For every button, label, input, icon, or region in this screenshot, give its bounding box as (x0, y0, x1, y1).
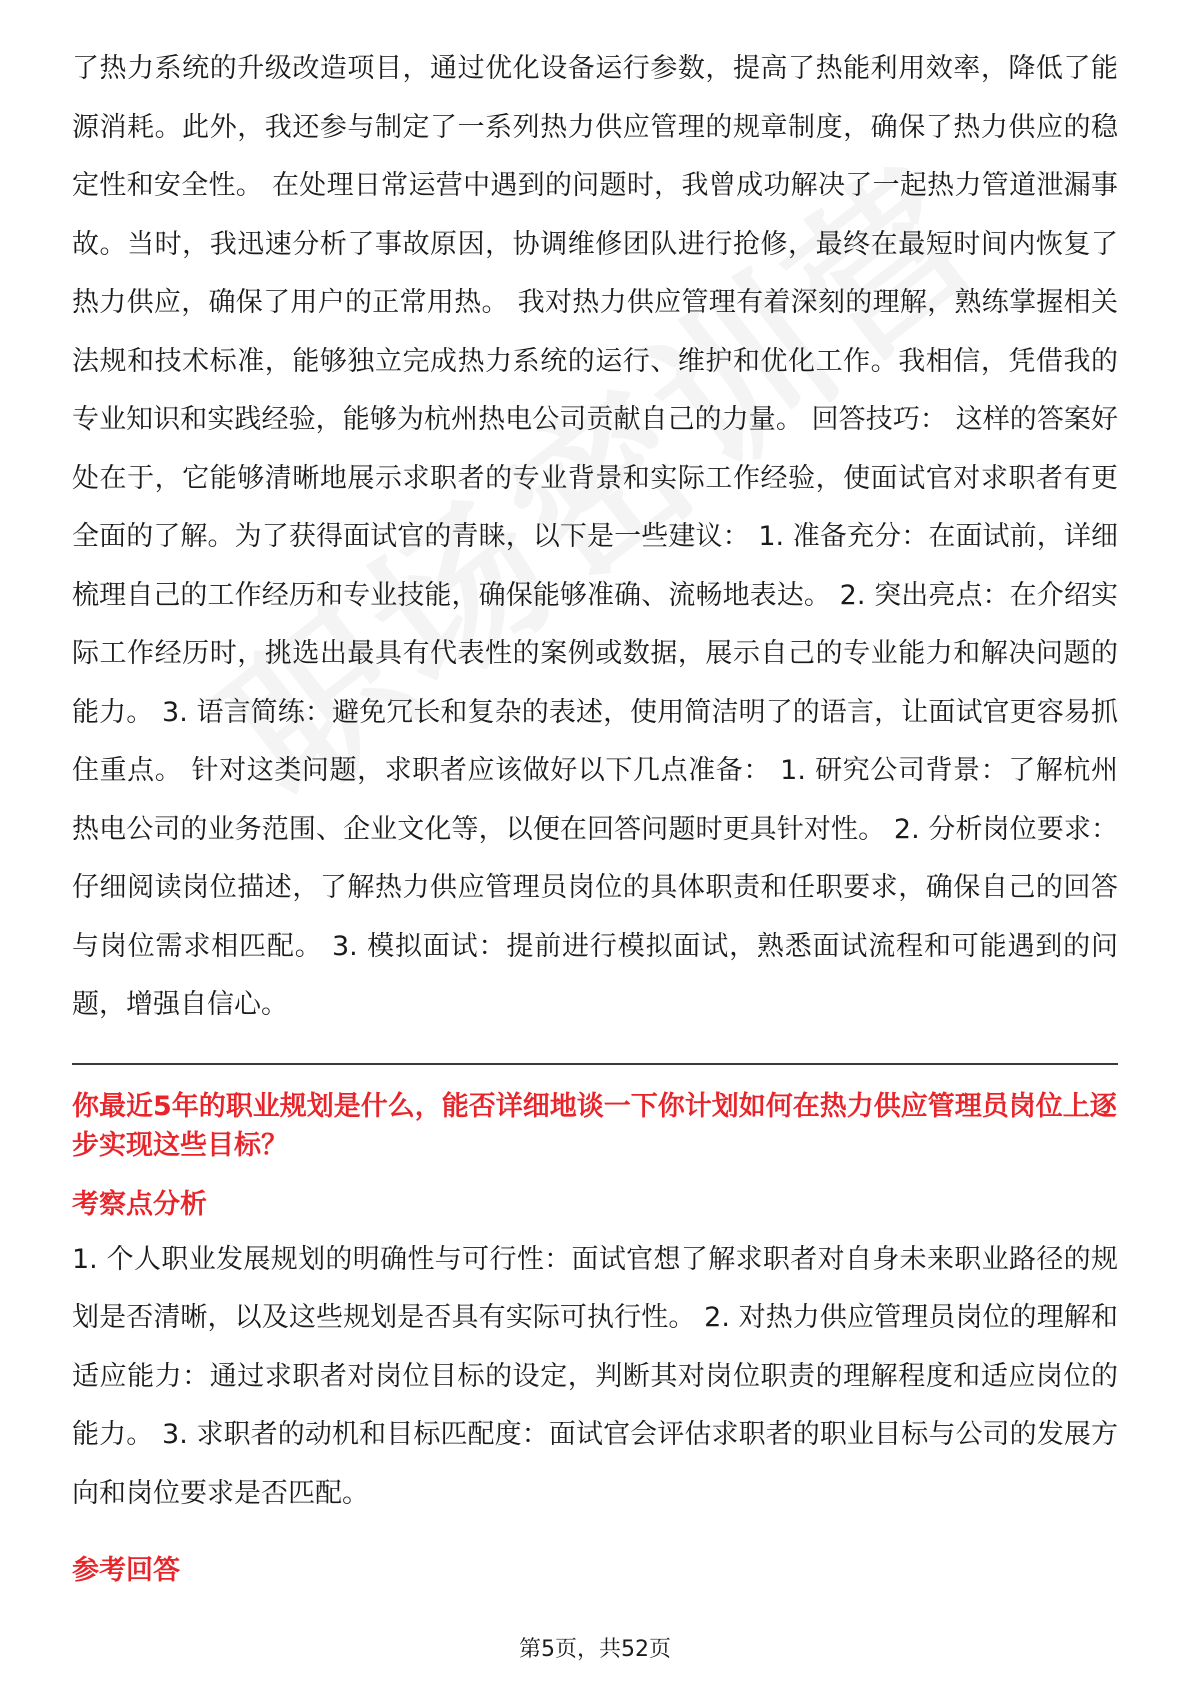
analysis-paragraph: 1. 个人职业发展规划的明确性与可行性：面试官想了解求职者对自身未来职业路径的规划是否清晰，以及这些规划是否具有实际可执行性。 2. 对热力供应管理员岗位的理解和适应能力：通过求职者对岗位目标的设定，判断其对岗位职责的理解程度和适应岗位的能力。 3. 求职者的动机和目标匹配度：面试官会评估求职者的职业目标与公司的发展方向和岗位要求是否匹配。 (72, 1243, 1118, 1509)
document-page (72, 40, 1118, 1597)
body-paragraph: 了热力系统的升级改造项目，通过优化设备运行参数，提高了热能利用效率，降低了能源消耗。此外，我还参与制定了一系列热力供应管理的规章制度，确保了热力供应的稳定性和安全性。 在处理日常运营中遇到的问题时，我曾成功解决了一起热力管道泄漏事故。当时，我迅速分析了事故原因，协调维修团队进行抢修，最终在最短时间内恢复了热力供应，确保了用户的正常用热。 我对热力供应管理有着深刻的理解，熟练掌握相关法规和技术标准，能够独立完成热力系统的运行、维护和优化工作。我相信，凭借我的专业知识和实践经验，能够为杭州热电公司贡献自己的力量。 回答技巧： 这样的答案好处在于，它能够清晰地展示求职者的专业背景和实际工作经验，使面试官对求职者有更全面的了解。为了获得面试官的青睐，以下是一些建议： 1. 准备充分：在面试前，详细梳理自己的工作经历和专业技能，确保能够准确、流畅地表达。 2. 突出亮点：在介绍实际工作经历时，挑选出最具有代表性的案例或数据，展示自己的专业能力和解决问题的能力。 3. 语言简练：避免冗长和复杂的表述，使用简洁明了的语言，让面试官更容易抓住重点。 针对这类问题，求职者应该做好以下几点准备： 1. 研究公司背景：了解杭州热电公司的业务范围、企业文化等，以便在回答问题时更具针对性。 2. 分析岗位要求：仔细阅读岗位描述，了解热力供应管理员岗位的具体职责和任职要求，确保自己的回答与岗位需求相匹配。 3. 模拟面试：提前进行模拟面试，熟悉面试流程和可能遇到的问题，增强自信心。 (72, 53, 1118, 1020)
question-heading: 你最近5年的职业规划是什么，能否详细地谈一下你计划如何在热力供应管理员岗位上逐步实现这些目标？ (72, 1090, 1117, 1161)
answer-heading: 参考回答 (72, 1555, 180, 1586)
section-divider (72, 1063, 1118, 1065)
page-number: 第5页，共52页 (519, 1637, 671, 1662)
analysis-heading: 考察点分析 (72, 1188, 207, 1220)
